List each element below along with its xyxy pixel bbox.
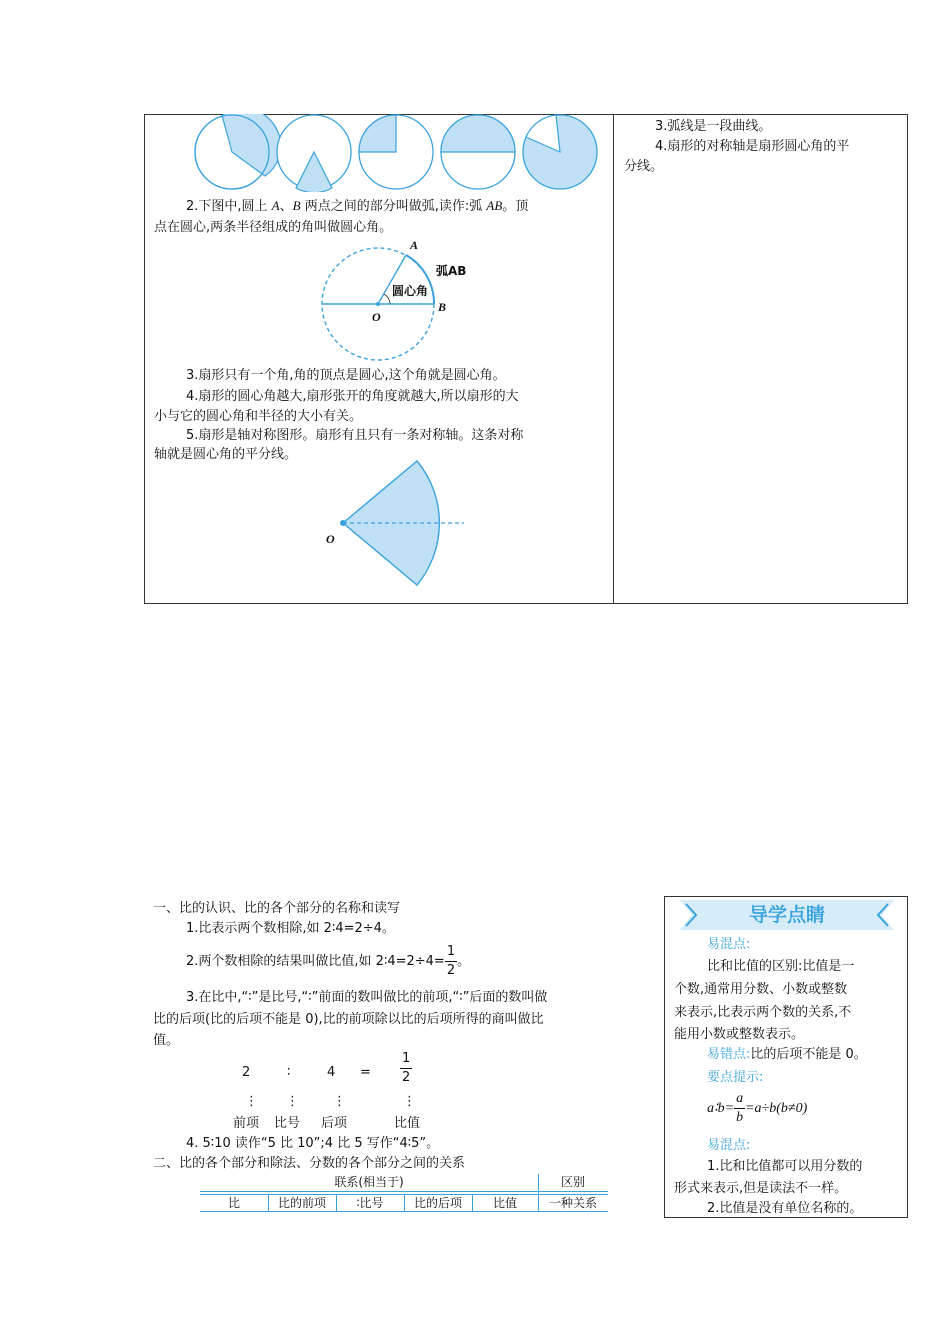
item4-line1: 4.扇形的圆心角越大,扇形张开的角度就越大,所以扇形的大 [186,389,519,404]
guide-title: 导学点睛 [748,904,825,926]
right-item4-line2: 分线。 [624,159,664,174]
side-formula [707,1090,807,1128]
center-point [376,302,380,306]
formula-numerator: a [734,1090,745,1109]
table-cell: ∶比号 [356,1196,384,1210]
item5-line2: 轴就是圆心角的平分线。 [154,447,298,462]
side-error-line [707,1045,867,1064]
table-cell: 比值 [492,1196,517,1210]
sector-example-3 [359,115,433,189]
item2-B: B [292,198,301,213]
formula-fraction [734,1090,745,1127]
formula-right: =a÷b(b≠0) [745,1101,808,1116]
side-heading-confusing2: 易混点: [707,1138,751,1153]
dots-back: ⋮ [333,1094,346,1109]
sector-example-4 [441,115,515,189]
relation-table [200,1174,608,1214]
example-front: 2 [242,1065,251,1080]
dots-value: ⋮ [403,1094,416,1109]
ratio-heading2: 二、比的各个部分和除法、分数的各个部分之间的关系 [153,1156,466,1171]
item2-AB: AB [486,198,503,213]
side-text2: 比的后项不能是 0。 [750,1047,867,1062]
fraction-numerator: 1 [445,943,457,962]
item2-A: A [271,198,280,213]
label-ratio-sign: 比号 [274,1116,301,1131]
item2-text-b: 两点之间的部分叫做弧,读作:弧 [300,199,487,214]
item2-sep: 、 [279,199,293,214]
sector-symmetry-diagram [330,456,470,590]
table-cell: 比的前项 [277,1196,326,1210]
side-heading-confusing: 易混点: [707,937,751,952]
side-text4-line1: 1.比和比值都可以用分数的 [707,1159,863,1174]
item2-line2: 点在圆心,两条半径组成的角叫做圆心角。 [154,220,393,235]
sector-examples [190,114,600,192]
example-colon: ∶ [287,1065,291,1080]
table-cell: 一种关系 [548,1196,597,1210]
formula-denominator: b [736,1110,744,1126]
sector-example-1 [195,114,281,189]
item3: 3.扇形只有一个角,角的顶点是圆心,这个角就是圆心角。 [186,368,506,383]
side-text1-line1: 比和比值的区别:比值是一 [707,959,855,974]
ratio-p1: 1.比表示两个数相除,如 2∶4=2÷4。 [186,921,395,936]
label-central-angle: 圆心角 [392,284,429,298]
side-text4-line2: 形式来表示,但是读法不一样。 [674,1181,848,1196]
ratio-p3-line2: 比的后项(比的后项不能是 0),比的前项除以比的后项所得的商叫做比 [153,1012,544,1027]
dots-front: ⋮ [245,1094,258,1109]
sector-example-2 [277,115,351,192]
item2-text-a: 2.下图中,圆上 [186,199,272,214]
fraction-denominator: 2 [446,963,456,978]
right-item4-line1: 4.扇形的对称轴是扇形圆心角的平 [655,139,850,154]
table-cell: 比 [227,1196,240,1210]
item5-line1: 5.扇形是轴对称图形。扇形有且只有一条对称轴。这条对称 [186,428,524,443]
item4-line2: 小与它的圆心角和半径的大小有关。 [154,409,363,424]
ratio-p2-end: 。 [457,954,471,969]
ratio-p3-line3: 值。 [153,1033,180,1048]
sector-example-5 [523,115,597,189]
table-cell: 比的后项 [413,1196,462,1210]
ratio-p4: 4. 5∶10 读作“5 比 10”;4 比 5 写作“4∶5”。 [186,1136,440,1151]
item2-text-c: 。顶 [502,199,529,214]
ratio-heading1: 一、比的认识、比的各个部分的名称和读写 [153,901,401,916]
label-ratio-value: 比值 [394,1116,421,1131]
label-B: B [438,300,447,314]
label-O: O [372,310,381,324]
table-head-difference: 区别 [560,1175,585,1189]
label-front-term: 前项 [233,1116,260,1131]
example-fraction [400,1050,412,1087]
sector-label-O: O [326,532,335,546]
example-numerator: 1 [400,1050,412,1069]
ratio-p2-text: 2.两个数相除的结果叫做比值,如 2∶4=2÷4= [186,954,445,969]
right-item3: 3.弧线是一段曲线。 [655,119,772,134]
sector-center [340,520,346,526]
table-divider [613,114,614,604]
example-equals: = [360,1065,371,1080]
side-text1-line3: 来表示,比表示两个数的关系,不 [674,1005,852,1020]
label-arc-ab: 弧AB [436,264,467,278]
angle-mark [384,294,390,304]
dots-sign: ⋮ [286,1094,299,1109]
arc-diagram [300,236,480,362]
table-head-relation: 联系(相当于) [334,1175,404,1189]
side-heading-error: 易错点: [707,1047,751,1062]
label-back-term: 后项 [321,1116,348,1131]
label-A: A [410,238,419,252]
side-text1-line4: 能用小数或整数表示。 [674,1027,805,1042]
side-heading-tips: 要点提示: [707,1070,764,1085]
side-text4-line3: 2.比值是没有单位名称的。 [707,1201,863,1216]
example-denominator: 2 [402,1070,411,1085]
item2-line1 [186,196,528,216]
example-back: 4 [327,1065,336,1080]
formula-left: a∶b= [707,1101,735,1116]
side-text1-line2: 个数,通常用分数、小数或整数 [674,982,848,997]
ratio-p3-line1: 3.在比中,“∶”是比号,“∶”前面的数叫做比的前项,“∶”后面的数叫做 [186,990,548,1005]
ratio-p2-fraction [445,943,457,980]
ratio-p2 [186,943,470,981]
